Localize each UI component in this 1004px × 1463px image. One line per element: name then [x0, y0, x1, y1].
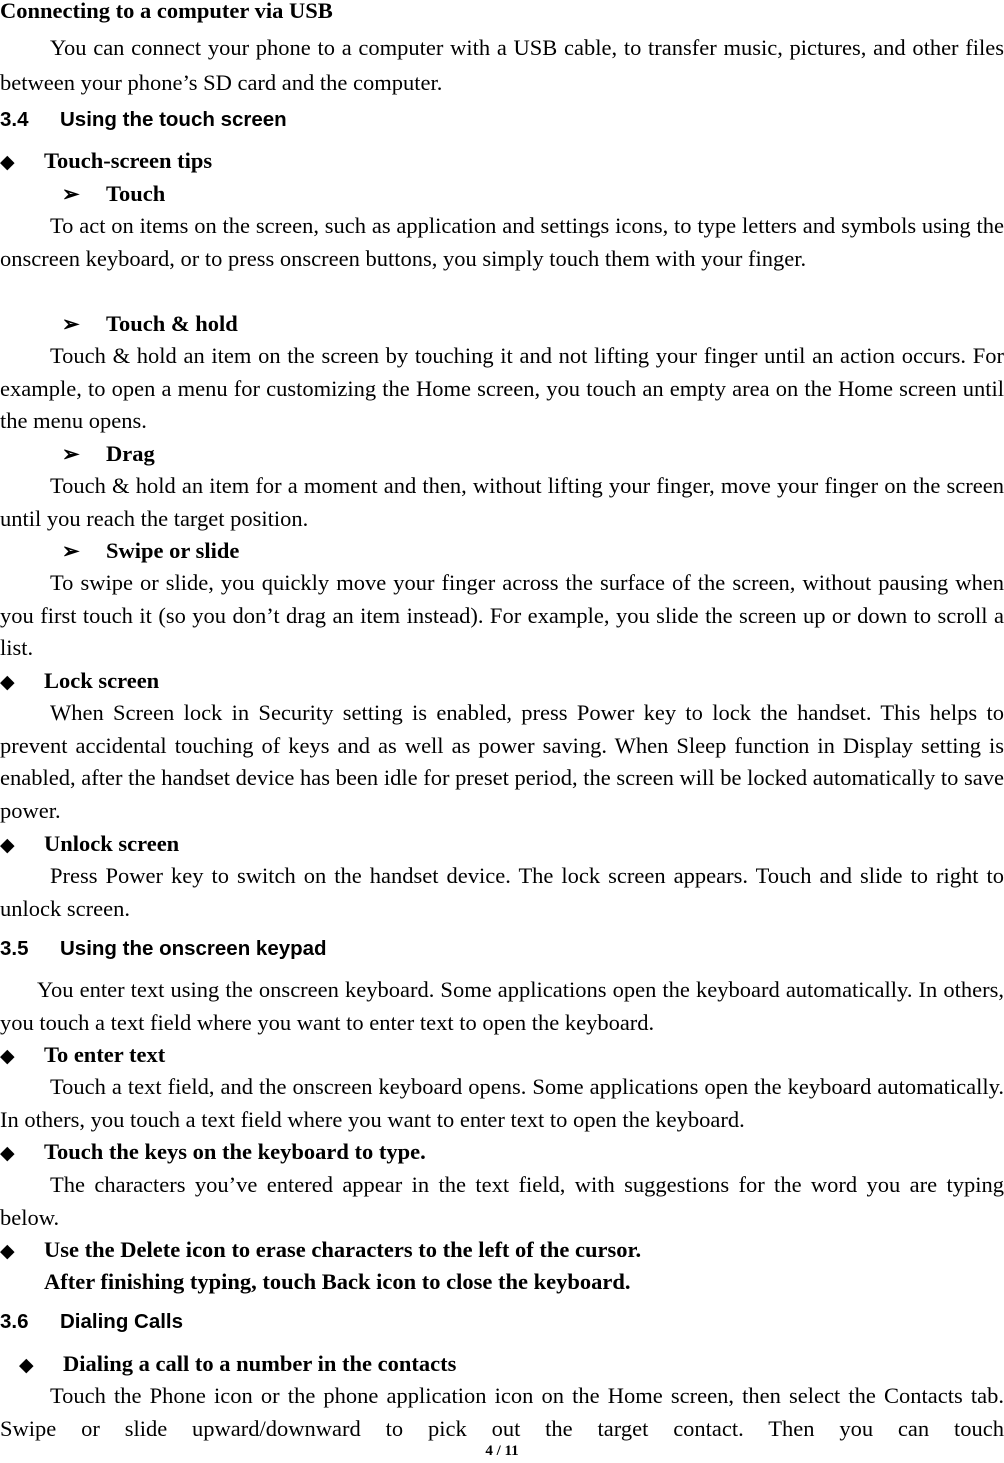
diamond-bullet-icon: ◆: [0, 152, 15, 173]
sub-bullet-swipe: [0, 535, 1004, 567]
diamond-bullet-icon: ◆: [0, 1046, 15, 1067]
paragraph-touch-hold: Touch & hold an item on the screen by touching it and not lifting your finger until an action occurs. For example, to open a menu for customizing the Home screen, you touch an empty area on the Home screen until the menu opens.: [0, 343, 1004, 433]
diamond-bullet-icon: ◆: [19, 1355, 34, 1376]
bullet-title: Lock screen: [44, 668, 160, 693]
section-3-5-heading: [0, 934, 1004, 964]
diamond-bullet-icon: ◆: [0, 835, 15, 856]
paragraph-touch-keys: The characters you’ve entered appear in the text field, with suggestions for the word you are typing below.: [0, 1172, 1004, 1230]
diamond-bullet-icon: ◆: [0, 1143, 15, 1164]
bullet-delete-icon: [0, 1234, 1004, 1268]
section-number: 3.5: [0, 937, 29, 960]
section-3-6-heading: [0, 1307, 1004, 1337]
bullet-lock-screen: [0, 665, 1004, 699]
diamond-bullet-icon: ◆: [0, 672, 15, 693]
paragraph-lock-screen: When Screen lock in Security setting is enabled, press Power key to lock the handset. This helps to prevent accidental touching of keys and as well as power saving. When Sleep function in Display setting is enabled, after the handset device has been idle for preset period, the screen will be locked automatically to save power.: [0, 700, 1004, 823]
paragraph-enter-text: Touch a text field, and the onscreen keyboard opens. Some applications open the keyboard automatically. In others, you touch a text field where you want to enter text to open the keyboard.: [0, 1074, 1004, 1132]
paragraph-dial-contacts: Touch the Phone icon or the phone application icon on the Home screen, then select the Contacts tab. Swipe or slide upward/downward to pick out the target contact. Then you can touch: [0, 1383, 1004, 1441]
bullet-title: Unlock screen: [44, 831, 180, 856]
bullet-title: Touch-screen tips: [44, 148, 213, 173]
sub-bullet-title: Drag: [106, 441, 155, 466]
sub-bullet-title: Touch: [106, 181, 166, 206]
section-number: 3.6: [0, 1310, 29, 1333]
arrow-bullet-icon: ➢: [62, 539, 80, 563]
line-back-icon: After finishing typing, touch Back icon to close the keyboard.: [44, 1269, 631, 1294]
bullet-dial-contacts: [0, 1348, 1004, 1382]
arrow-bullet-icon: ➢: [62, 312, 80, 336]
section-3-4-heading: [0, 105, 1004, 135]
paragraph-touch: To act on items on the screen, such as application and settings icons, to type letters and symbols using the onscreen keyboard, or to press onscreen buttons, you simply touch them with your finger.: [0, 213, 1004, 271]
sub-bullet-touch-hold: [0, 308, 1004, 340]
diamond-bullet-icon: ◆: [0, 1241, 15, 1262]
page-number: 4 / 11: [485, 1443, 519, 1459]
bullet-unlock-screen: [0, 828, 1004, 862]
bullet-title: Touch the keys on the keyboard to type.: [44, 1139, 426, 1164]
section-number: 3.4: [0, 108, 29, 131]
paragraph-keypad: You enter text using the onscreen keyboard. Some applications open the keyboard automatically. In others, you touch a text field where you want to enter text to open the keyboard.: [0, 977, 1004, 1035]
paragraph-usb: You can connect your phone to a computer with a USB cable, to transfer music, pictures, and other files between your phone’s SD card and the computer.: [0, 35, 1004, 95]
bullet-title: Use the Delete icon to erase characters to the left of the cursor.: [44, 1237, 642, 1262]
sub-bullet-title: Swipe or slide: [106, 538, 240, 563]
bullet-title: Dialing a call to a number in the contacts: [63, 1351, 457, 1376]
section-title: Using the touch screen: [60, 108, 287, 131]
bullet-enter-text: [0, 1039, 1004, 1073]
sub-bullet-touch: [0, 178, 1004, 210]
bullet-touch-keys: [0, 1136, 1004, 1170]
sub-bullet-drag: [0, 438, 1004, 470]
sub-bullet-title: Touch & hold: [106, 311, 238, 336]
paragraph-drag: Touch & hold an item for a moment and then, without lifting your finger, move your finger on the screen until you reach the target position.: [0, 473, 1004, 531]
section-title: Dialing Calls: [60, 1310, 184, 1333]
heading-usb: Connecting to a computer via USB: [0, 0, 333, 23]
arrow-bullet-icon: ➢: [62, 442, 80, 466]
section-title: Using the onscreen keypad: [60, 937, 327, 960]
paragraph-swipe: To swipe or slide, you quickly move your finger across the surface of the screen, without pausing when you first touch it (so you don’t drag an item instead). For example, you slide the screen up or down to scroll a list.: [0, 570, 1004, 660]
bullet-touch-tips: [0, 145, 1004, 179]
arrow-bullet-icon: ➢: [62, 182, 80, 206]
paragraph-unlock-screen: Press Power key to switch on the handset device. The lock screen appears. Touch and slide to right to unlock screen.: [0, 863, 1004, 921]
bullet-title: To enter text: [44, 1042, 166, 1067]
